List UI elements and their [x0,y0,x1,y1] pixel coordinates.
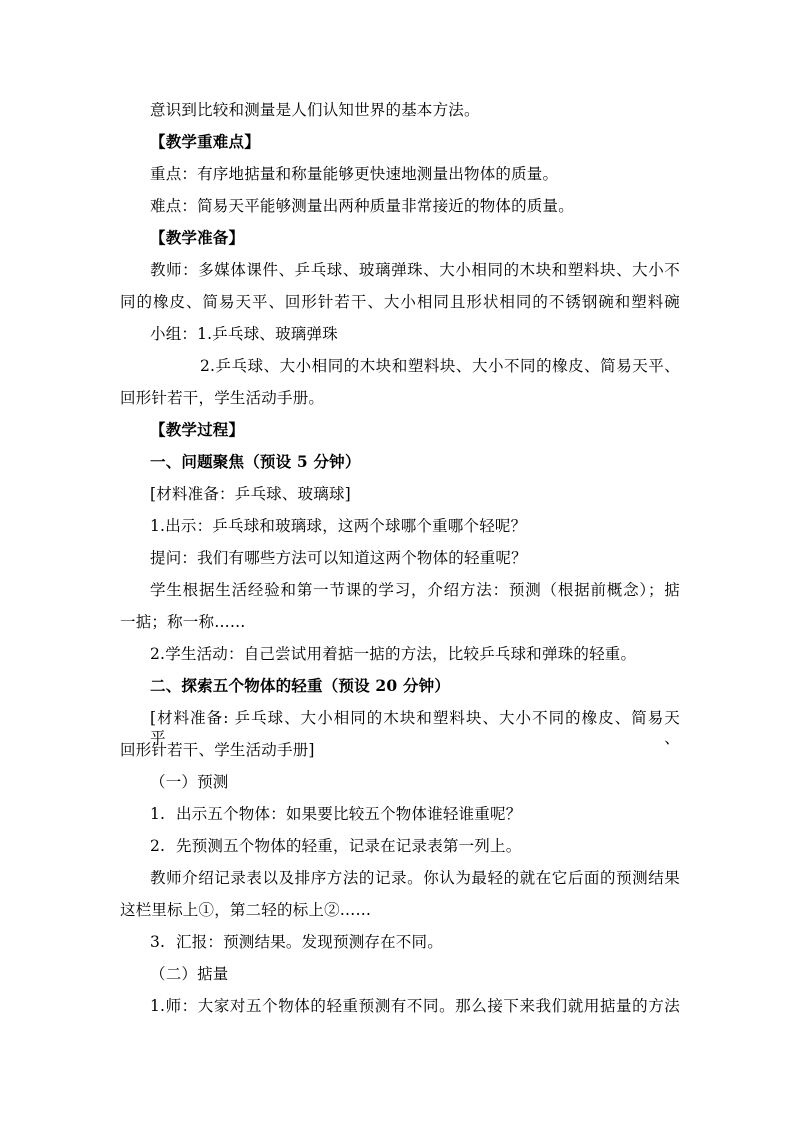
subsection-heading: 一、问题聚焦（预设 5 分钟） [150,452,361,471]
paragraph-line: 意识到比较和测量是人们认知世界的基本方法。 [150,101,480,119]
paragraph-line: 回形针若干，学生活动手册。 [120,389,325,407]
paragraph-line: 难点：简易天平能够测量出两种质量非常接近的物体的质量。 [150,197,574,215]
list-number: 2. [150,837,166,855]
paragraph-line: 2.乒乓球、大小相同的木块和塑料块、大小不同的橡皮、简易天平、 [200,357,680,375]
paragraph-line: 重点：有序地掂量和称量能够更快速地测量出物体的质量。 [150,165,559,183]
numbered-item [150,932,680,952]
paragraph-line: 小组：1.乒乓球、玻璃弹珠 [150,325,338,343]
list-item-text: 汇报：预测结果。发现预测存在不同。 [176,933,443,951]
list-number: 3. [150,933,166,951]
paragraph-line: 学生根据生活经验和第一节课的学习，介绍方法：预测（根据前概念）；掂 [150,581,680,599]
subsection-label: （一）预测 [150,773,229,791]
paragraph-line: 教师介绍记录表以及排序方法的记录。你认为最轻的就在它后面的预测结果 [150,869,680,887]
paragraph-line: [材料准备：乒乓球、玻璃球] [150,485,351,503]
section-heading: 【教学准备】 [150,228,245,247]
paragraph-line: 教师：多媒体课件、乒乓球、玻璃弹珠、大小相同的木块和塑料块、大小不 [150,261,680,279]
paragraph-line: 一掂；称一称…… [120,613,246,631]
paragraph-line: 回形针若干、学生活动手册] [120,741,315,759]
section-heading: 【教学过程】 [150,420,245,439]
paragraph-line: 1.出示：乒乓球和玻璃球，这两个球哪个重哪个轻呢？ [150,517,527,535]
numbered-item [150,804,680,824]
list-item-text: 出示五个物体：如果要比较五个物体谁轻谁重呢？ [176,805,522,823]
numbered-item [150,836,680,856]
paragraph-line: [材料准备: 乒乓球、大小相同的木块和塑料块、大小不同的橡皮、简易天平、 [150,709,680,747]
paragraph-line: 2.学生活动：自己尝试用着掂一掂的方法，比较乒乓球和弹珠的轻重。 [150,645,637,663]
paragraph-line: 这栏里标上①，第二轻的标上②…… [120,901,372,919]
subsection-heading: 二、探索五个物体的轻重（预设 20 分钟） [150,676,451,695]
section-heading: 【教学重难点】 [150,132,260,151]
paragraph-line: 1.师：大家对五个物体的轻重预测有不同。那么接下来我们就用掂量的方法 [150,997,680,1015]
paragraph-line: 同的橡皮、简易天平、回形针若干、大小相同且形状相同的不锈钢碗和塑料碗 [120,293,680,311]
paragraph-line: 提问：我们有哪些方法可以知道这两个物体的轻重呢？ [150,549,527,567]
list-item-text: 先预测五个物体的轻重，记录在记录表第一列上。 [176,837,522,855]
list-number: 1. [150,805,166,823]
subsection-label: （二）掂量 [150,965,229,983]
